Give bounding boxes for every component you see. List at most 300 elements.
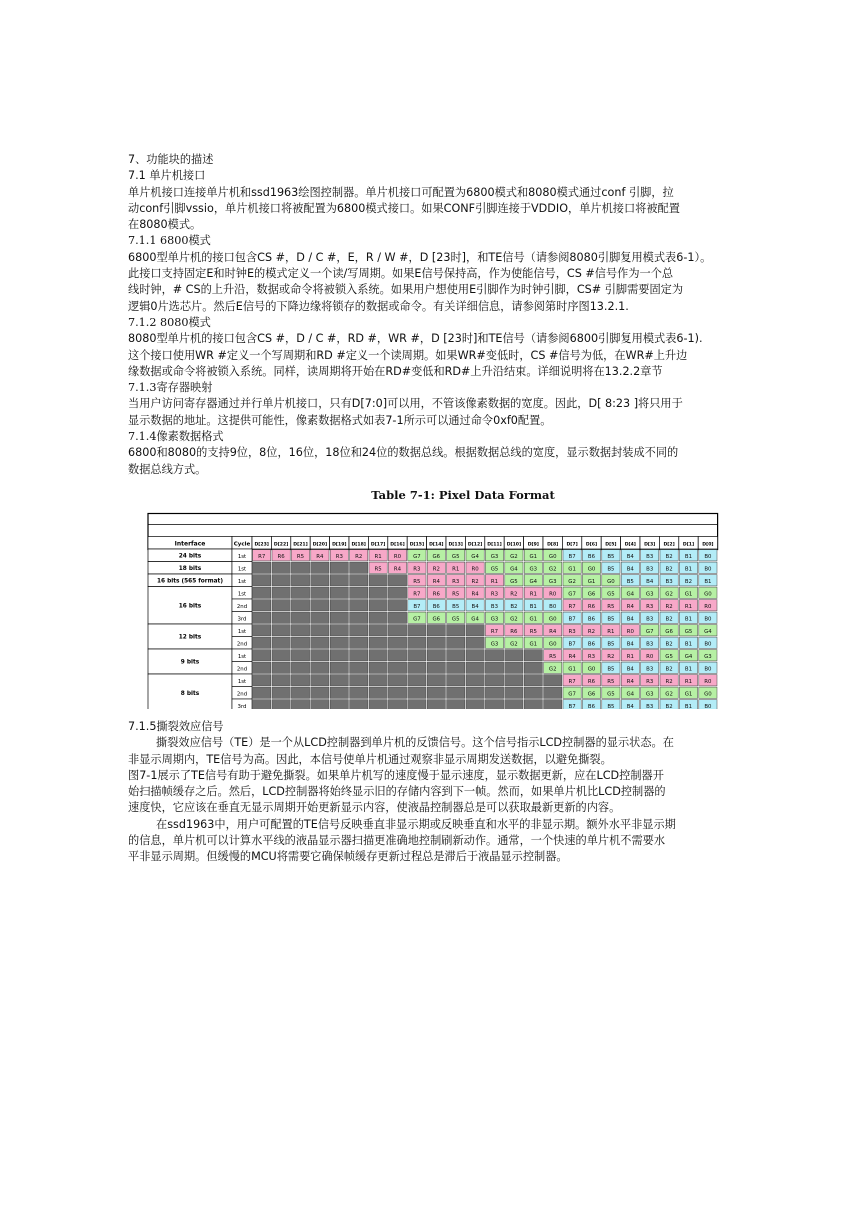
bit-label: G1 [529,616,538,623]
header-interface: Interface [174,540,206,548]
header-bit: D[8] [547,542,559,548]
bit-label: G1 [529,553,538,560]
bit-label: G3 [548,578,557,585]
bit-cell [369,662,387,673]
bit-label: B6 [587,616,596,623]
bit-label: B5 [607,553,615,560]
bit-label: G5 [451,616,460,623]
bit-label: G6 [665,628,673,635]
section-heading-7-1-5: 7.1.5撕裂效应信号 [128,719,224,733]
header-bit: D[7] [566,542,578,548]
para-7-1-2-line: 缘数据或命令将被锁入系统。同样，读周期将开始在RD#变低和RD#上升沿结束。详细说明将在13.2.2章节 [128,364,663,378]
bit-label: R1 [626,653,634,660]
para-7-1-5-line: 的信息，单片机可以计算水平线的液晶显示器扫描更准确地控制刷新动作。通常，一个快速的单片机不需要水 [128,834,666,848]
bit-cell [447,637,465,648]
bit-cell [291,625,309,636]
section-heading-7-1-1: 7.1.1 6800模式 [128,234,211,248]
bit-label: B7 [568,703,576,709]
bit-cell [369,575,387,586]
bit-cell [311,600,329,611]
bit-cell [447,625,465,636]
bit-cell [253,687,271,698]
bit-label: G0 [607,578,615,585]
bit-cell [427,700,445,709]
bit-label: R2 [355,553,363,560]
bit-cell [330,662,348,673]
bit-label: R1 [529,591,537,598]
header-bit: D[17] [370,542,386,548]
bit-label: R5 [529,628,537,635]
bit-label: R5 [296,553,305,560]
bit-label: R2 [665,603,673,610]
bit-label: B4 [626,666,634,673]
header-bit: D[16] [390,542,405,548]
bit-cell [253,600,271,611]
bit-label: B7 [568,616,576,623]
bit-cell [466,637,484,648]
bit-label: G4 [510,566,518,573]
bit-label: G0 [704,691,712,698]
para-7-1-1-line: 线时钟，# CS的上升沿，数据或命令将被锁入系统。如果用户想使用E引脚作为时钟引脚，CS# 引脚需要固定为 [128,283,684,297]
bit-cell [544,700,562,709]
para-7-1-5-line: 非显示周期内，TE信号为高。因此，本信号使单片机通过观察非显示周期发送数据，以避免撕裂。 [128,752,612,766]
bit-label: B1 [684,703,693,709]
bit-cell [330,575,348,586]
bit-label: B4 [646,578,654,585]
bit-cell [330,650,348,661]
bit-label: B5 [607,616,615,623]
bit-cell [524,662,542,673]
bit-cell [272,675,290,686]
para-7-1-2-line: 8080型单片机的接口包含CS #，D / C #，RD #，WR #，D [23时]和TE信号（请参阅6800引脚复用模式表6-1). [128,332,703,346]
bit-label: R3 [452,578,460,585]
bit-cell [408,650,426,661]
bit-label: B2 [510,603,518,610]
bit-cell [272,612,290,623]
bit-label: B1 [684,566,693,573]
bit-label: R1 [374,553,382,560]
bit-cell [311,675,329,686]
bit-label: B4 [626,553,634,560]
bit-label: R6 [510,628,518,635]
cycle-label: 3rd [237,703,247,709]
bit-cell [291,562,309,573]
bit-cell [388,637,406,648]
bit-cell [505,687,523,698]
cycle-label: 1st [237,653,247,660]
bit-label: R0 [646,653,654,660]
bit-cell [272,575,290,586]
bit-cell [408,662,426,673]
bit-cell [505,675,523,686]
bit-label: B4 [626,566,634,573]
bit-cell [350,675,368,686]
bit-cell [466,662,484,673]
bit-cell [388,687,406,698]
bit-label: R6 [277,553,285,560]
bit-label: G3 [704,653,712,660]
bit-label: G6 [432,616,441,623]
para-7-1-3-line: 当用户访问寄存器通过并行单片机接口，只有D[7:0]可以用，不管该像素数据的宽度。因此，D[ 8:23 ]将只用于 [128,397,683,411]
interface-label: 16 bits (565 format) [157,578,223,585]
cycle-label: 2nd [236,641,248,648]
bit-label: G7 [645,628,654,635]
bit-label: G1 [568,666,576,673]
bit-cell [408,675,426,686]
bit-cell [485,662,503,673]
header-bit: D[18] [351,542,366,548]
bit-cell [272,687,290,698]
bit-label: B7 [568,641,576,648]
interface-label: 24 bits [178,553,202,560]
para-7-1-1-line: 逻辑0片选芯片。然后E信号的下降边缘将锁存的数据或命令。有关详细信息，请参阅第时序图13.2.1. [128,299,629,313]
bit-cell [311,587,329,598]
bit-label: G4 [704,628,712,635]
bit-label: R0 [549,591,557,598]
bit-label: B6 [432,603,440,610]
bit-label: B0 [704,703,712,709]
header-bit: D[15] [409,542,425,548]
bit-cell [524,650,542,661]
bit-cell [253,675,271,686]
bit-label: G5 [665,653,673,660]
bit-cell [466,650,484,661]
para-7-1-4-line: 6800和8080的支持9位，8位，16位，18位和24位的数据总线。根据数据总线的宽度，显示数据封装成不同的 [128,446,679,460]
bit-label: G5 [451,553,460,560]
bit-cell [388,587,406,598]
bit-cell [350,600,368,611]
cycle-label: 1st [237,566,247,573]
bit-label: G3 [645,691,654,698]
para-7-1-5 [128,735,742,865]
bit-label: G2 [510,616,518,623]
bit-label: B6 [587,553,596,560]
bit-cell [272,587,290,598]
bit-label: B1 [684,641,693,648]
bit-label: B0 [704,641,712,648]
bit-cell [311,650,329,661]
header-bit: D[21] [293,542,308,548]
bit-cell [485,650,503,661]
bit-cell [350,612,368,623]
bit-cell [291,587,309,598]
bit-label: B4 [626,641,634,648]
bit-cell [369,587,387,598]
bit-label: R6 [587,603,596,610]
bit-label: G0 [587,566,596,573]
header-bit: D[6] [585,542,598,548]
bit-label: G6 [432,553,441,560]
bit-cell [369,625,387,636]
bit-cell [369,675,387,686]
bit-label: G3 [645,591,654,598]
header-bit: D[14] [429,542,444,548]
bit-label: R1 [490,578,499,585]
bit-label: R3 [646,603,654,610]
bit-cell [350,650,368,661]
para-7-1-line: 动conf引脚vssio，单片机接口将被配置为6800模式接口。如果CONF引脚连接于VDDIO，单片机接口将被配置 [128,201,680,215]
bit-cell [272,600,290,611]
bit-cell [311,612,329,623]
bit-cell [253,625,271,636]
bit-cell [447,662,465,673]
cycle-label: 1st [237,678,247,685]
bit-label: B1 [684,553,693,560]
bit-cell [505,700,523,709]
bit-cell [253,662,271,673]
bit-label: R6 [587,678,596,685]
header-bit: D[9] [527,542,539,548]
bit-cell [311,562,329,573]
para-7-1-5-line: 平非显示周期。但缓慢的MCU将需要它确保帧缓存更新过程总是滞后于液晶显示控制器。 [128,850,568,864]
bit-cell [291,662,309,673]
bit-cell [311,700,329,709]
bit-label: R3 [335,553,343,560]
bit-label: R0 [704,678,712,685]
header-cycle: Cycle [233,541,251,548]
bit-label: R0 [626,628,634,635]
bit-label: G1 [529,641,538,648]
bit-cell [369,637,387,648]
bit-label: G2 [510,641,518,648]
bit-label: B2 [665,703,673,709]
pixel-data-format-figure [146,488,720,713]
bit-cell [388,612,406,623]
bit-cell [311,575,329,586]
para-7-1-5-line: 在ssd1963中，用户可配置的TE信号反映垂直非显示期或反映垂直和水平的非显示期。额外水平非显示期 [156,817,676,831]
bit-label: R3 [490,591,499,598]
bit-label: B2 [684,578,693,585]
bit-label: R6 [432,591,440,598]
bit-label: B4 [471,603,479,610]
bit-label: G7 [413,616,421,623]
bit-label: G2 [665,691,673,698]
bit-cell [485,700,503,709]
bit-label: G2 [548,566,557,573]
bit-label: R0 [393,553,402,560]
bit-label: B0 [704,566,712,573]
header-bit: D[19] [332,542,347,548]
bit-cell [427,625,445,636]
document-page [128,152,742,866]
section-heading-7-1-2: 7.1.2 8080模式 [128,315,211,329]
cycle-label: 2nd [236,691,248,698]
bit-label: R7 [413,591,421,598]
bit-cell [291,675,309,686]
cycle-label: 3rd [237,616,247,623]
para-7-1-5-line: 图7-1展示了TE信号有助于避免撕裂。如果单片机写的速度慢于显示速度，显示数据更新，应在LCD控制器开 [128,768,664,782]
bit-label: R5 [413,578,421,585]
para-7-1-5-line: 始扫描帧缓存之后。然后，LCD控制器将始终显示旧的存储内容到下一帧。然而，如果单片机比LCD控制器的 [128,785,666,799]
bit-cell [272,637,290,648]
interface-label: 8 bits [180,690,200,697]
bit-cell [388,662,406,673]
bit-label: G6 [587,591,596,598]
bit-cell [388,700,406,709]
bit-label: B5 [607,703,615,709]
header-bit: D[4] [624,542,636,548]
bit-cell [544,687,562,698]
interface-label: 12 bits [178,634,202,641]
bit-cell [408,700,426,709]
bit-label: G4 [471,553,479,560]
bit-label: R1 [452,566,460,573]
bit-label: R4 [316,553,324,560]
bit-label: R5 [607,678,615,685]
bit-cell [447,650,465,661]
bit-label: G0 [587,666,596,673]
bit-label: R7 [490,628,499,635]
header-bit: D[12] [467,542,483,548]
bit-cell [408,687,426,698]
bit-label: B5 [607,641,615,648]
bit-label: G1 [684,691,693,698]
interface-label: 16 bits [178,603,202,610]
bit-label: G3 [490,641,499,648]
bit-cell [388,600,406,611]
pixel-data-format-table [146,508,720,709]
bit-label: B6 [587,641,596,648]
bit-cell [350,575,368,586]
bit-label: B3 [646,666,654,673]
bit-label: G3 [529,566,538,573]
bit-cell [272,650,290,661]
bit-cell [427,650,445,661]
para-7-1-3-line: 显示数据的地址。这提供可能性，像素数据格式如表7-1所示可以通过命令0xf0配置。 [128,413,552,427]
bit-cell [272,662,290,673]
bit-cell [272,625,290,636]
bit-label: B6 [587,703,596,709]
bit-label: R7 [258,553,266,560]
bit-label: G0 [548,616,557,623]
bit-label: B1 [684,666,693,673]
section-heading-7-1-3: 7.1.3寄存器映射 [128,381,213,395]
bit-label: R5 [374,566,382,573]
bit-cell [253,575,271,586]
bit-cell [369,600,387,611]
bit-label: B5 [607,666,615,673]
bit-label: G4 [684,653,693,660]
bit-label: G7 [568,691,576,698]
bit-cell [544,675,562,686]
bit-label: R3 [413,566,421,573]
bit-label: G1 [568,566,576,573]
bit-label: B0 [704,666,712,673]
bit-label: G2 [568,578,576,585]
bit-label: B3 [646,616,654,623]
bit-cell [330,587,348,598]
bit-cell [311,687,329,698]
bit-cell [466,675,484,686]
bit-cell [485,675,503,686]
bit-cell [291,687,309,698]
bit-cell [350,687,368,698]
bit-cell [330,625,348,636]
bit-label: R5 [607,603,615,610]
bit-cell [272,700,290,709]
bit-label: G0 [704,591,712,598]
bit-cell [524,687,542,698]
bit-cell [427,675,445,686]
bit-cell [369,687,387,698]
para-7-1-line: 单片机接口连接单片机和ssd1963绘图控制器。单片机接口可配置为6800模式和8080模式通过conf 引脚，拉 [128,185,674,199]
bit-label: R4 [471,591,479,598]
bit-label: R4 [568,653,576,660]
bit-cell [447,700,465,709]
bit-label: G4 [626,591,635,598]
bit-cell [369,700,387,709]
bit-label: B4 [626,616,634,623]
bit-label: G5 [607,691,615,698]
cycle-label: 1st [237,578,247,585]
bit-cell [505,662,523,673]
bit-label: R2 [665,678,673,685]
section-heading-7: 7、功能块的描述 [128,153,214,166]
cycle-label: 1st [237,591,247,598]
bit-cell [291,650,309,661]
bit-cell [311,637,329,648]
bit-cell [253,562,271,573]
bit-cell [427,637,445,648]
bit-cell [253,637,271,648]
bit-label: G5 [510,578,518,585]
para-7-1-1-line: 6800型单片机的接口包含CS #，D / C #，E，R / W #，D [23时]，和TE信号（请参阅8080引脚复用模式表6-1）。 [128,250,712,264]
bit-cell [253,700,271,709]
bit-label: R1 [684,603,693,610]
bit-cell [311,662,329,673]
bit-cell [291,612,309,623]
bit-label: R7 [568,603,576,610]
cycle-label: 1st [237,628,247,635]
bit-cell [253,587,271,598]
bit-label: R0 [704,603,712,610]
interface-label: 18 bits [178,565,202,572]
header-bit: D[3] [644,542,656,548]
bit-cell [388,675,406,686]
table-title: Table 7-1: Pixel Data Format [371,487,555,502]
header-bit: D[10] [506,542,522,548]
bit-label: B3 [646,553,654,560]
bit-label: B2 [665,553,673,560]
para-7-1-1-line: 此接口支持固定E和时钟E的模式定义一个读/写周期。如果E信号保持高，作为使能信号，CS #信号作为一个总 [128,267,674,281]
bit-cell [447,675,465,686]
bit-cell [291,700,309,709]
bit-label: G0 [548,553,557,560]
bit-label: R3 [568,628,576,635]
bit-cell [408,637,426,648]
bit-label: R3 [587,653,596,660]
bit-label: R0 [471,566,479,573]
header-bit: D[1] [682,542,695,548]
bit-cell [350,625,368,636]
cycle-label: 2nd [236,603,248,610]
para-7-1-2-line: 这个接口使用WR #定义一个写周期和RD #定义一个读周期。如果WR#变低时，CS #信号为低，在WR#上升边 [128,348,688,362]
bit-label: B3 [646,703,654,709]
bit-cell [408,625,426,636]
bit-label: R1 [607,628,615,635]
bit-label: R2 [607,653,615,660]
bit-label: G7 [413,553,421,560]
bit-label: B3 [646,566,654,573]
cycle-label: 1st [237,553,247,560]
bit-cell [388,575,406,586]
bit-label: G4 [626,691,635,698]
header-bit: D[11] [487,542,502,548]
header-bit: D[0] [702,542,714,548]
bit-cell [253,650,271,661]
bit-label: R1 [684,678,693,685]
bit-cell [505,650,523,661]
